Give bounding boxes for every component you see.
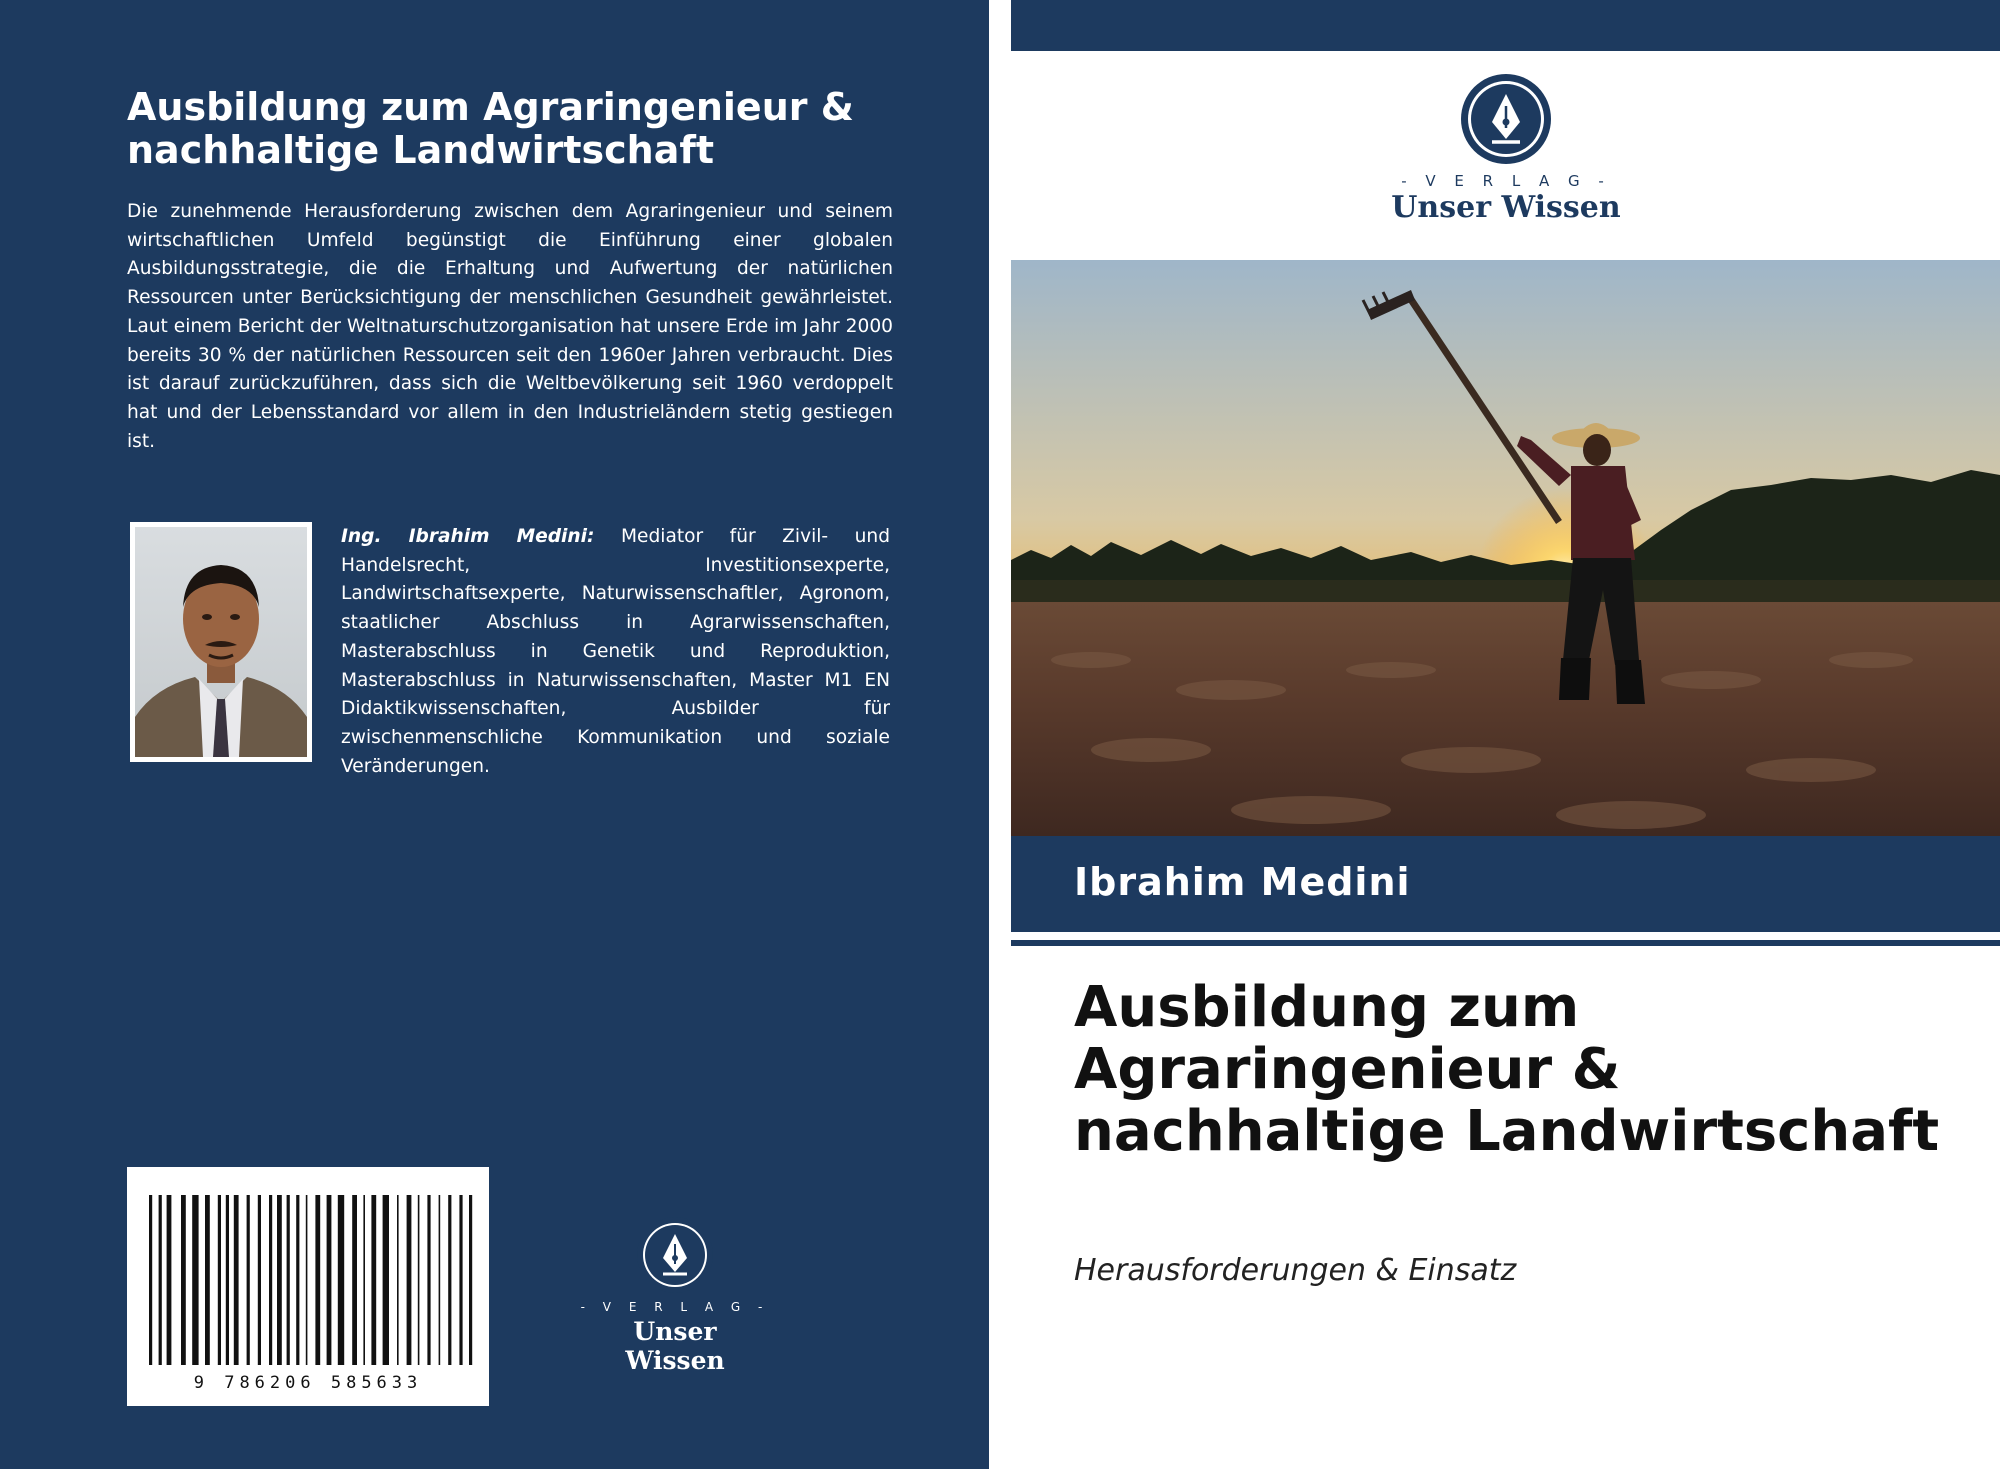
author-band bbox=[1011, 836, 2000, 932]
book-spine bbox=[989, 0, 1011, 1469]
barcode-bar bbox=[226, 1195, 229, 1365]
author-portrait bbox=[130, 522, 312, 762]
divider-rule bbox=[1011, 940, 2000, 946]
front-publisher-logo bbox=[1381, 72, 1631, 232]
barcode-bar bbox=[149, 1195, 152, 1365]
barcode-bar bbox=[427, 1195, 430, 1365]
fountain-pen-nib-icon bbox=[1381, 72, 1631, 172]
barcode-bar bbox=[315, 1195, 320, 1365]
barcode-bar bbox=[383, 1195, 389, 1365]
barcode-bar bbox=[159, 1195, 162, 1365]
barcode-bar bbox=[287, 1195, 290, 1365]
barcode-bar bbox=[459, 1195, 462, 1365]
publisher-name: Unser Wissen bbox=[1391, 190, 1621, 225]
barcode-bar bbox=[327, 1195, 332, 1365]
front-cover-title: Ausbildung zum Agraringenieur & nachhaltige Landwirtschaft bbox=[1074, 975, 1940, 1164]
back-publisher-logo bbox=[580, 1214, 770, 1375]
publisher-name: Unser Wissen bbox=[625, 1317, 725, 1375]
front-cover-subtitle: Herausforderungen & Einsatz bbox=[1074, 1253, 1517, 1288]
barcode-bar bbox=[247, 1195, 250, 1365]
barcode-bar bbox=[338, 1195, 344, 1365]
farmer-with-hoe-at-sunset bbox=[1011, 260, 2000, 836]
isbn-digits: 9 786206 585633 bbox=[193, 1373, 423, 1393]
barcode-bar bbox=[418, 1195, 420, 1365]
barcode-bar bbox=[167, 1195, 172, 1365]
barcode-bar bbox=[469, 1195, 472, 1365]
front-author-name: Ibrahim Medini bbox=[1074, 860, 1411, 904]
barcode-bar bbox=[306, 1195, 308, 1365]
author-bio-text: Mediator für Zivil- und Handelsrecht, Investitionsexperte, Landwirtschaftsexperte, Naturwissenschaftler, Agronom, staatlicher Abschluss in Agrarwissenschaften, Masterabschluss in Genetik und Reproduktion, Masterabschluss in Naturwissenschaften, Master M1 EN Didaktikwissenschaften, Ausbilder für zwischenmenschliche Kommunikation und soziale Veränderungen. bbox=[341, 526, 890, 777]
publisher-verlag-label: - V E R L A G - bbox=[1401, 172, 1611, 190]
author-bio bbox=[341, 523, 890, 781]
author-bio-name: Ing. Ibrahim Medini: bbox=[341, 526, 595, 547]
author-portrait-image bbox=[135, 527, 307, 757]
barcode-bar bbox=[397, 1195, 399, 1365]
barcode-bar bbox=[205, 1195, 210, 1365]
cover-photo bbox=[1011, 260, 2000, 836]
barcode-bar bbox=[448, 1195, 451, 1365]
back-cover-blurb: Die zunehmende Herausforderung zwischen dem Agraringenieur und seinem wirtschaftlichen Umfeld begünstigt die Einführung einer globalen Ausbildungsstrategie, die die Erhaltung und Aufwertung der natürlichen Ressourcen unter Berücksichtigung der menschlichen Gesundheit gewährleistet. Laut einem Bericht der Weltnaturschutzorganisation hat unsere Erde im Jahr 2000 bereits 30 % der natürlichen Ressourcen seit den 1960er Jahren verbraucht. Dies ist darauf zurückzuführen, dass sich die Weltbevölkerung seit 1960 verdoppelt hat und der Lebensstandard vor allem in den Industrieländern stetig gestiegen ist. bbox=[127, 201, 893, 452]
barcode-bars bbox=[127, 1167, 489, 1406]
barcode-bar bbox=[181, 1195, 186, 1365]
back-cover-title: Ausbildung zum Agraringenieur & nachhaltige Landwirtschaft bbox=[127, 85, 854, 172]
barcode-bar bbox=[192, 1195, 198, 1365]
barcode-bar bbox=[234, 1195, 239, 1365]
barcode-bar bbox=[352, 1195, 357, 1365]
barcode-bar bbox=[363, 1195, 365, 1365]
fountain-pen-nib-icon bbox=[580, 1214, 770, 1304]
back-cover bbox=[0, 0, 989, 1469]
publisher-verlag-label: - V E R L A G - bbox=[580, 1300, 770, 1314]
barcode-bar bbox=[407, 1195, 412, 1365]
barcode-bar bbox=[258, 1195, 261, 1365]
isbn-barcode bbox=[127, 1167, 489, 1406]
barcode-bar bbox=[439, 1195, 441, 1365]
front-cover bbox=[1011, 0, 2000, 1469]
barcode-bar bbox=[269, 1195, 272, 1365]
barcode-bar bbox=[371, 1195, 376, 1365]
barcode-bar bbox=[277, 1195, 282, 1365]
barcode-bar bbox=[296, 1195, 299, 1365]
barcode-bar bbox=[218, 1195, 221, 1365]
front-top-bar bbox=[1011, 0, 2000, 51]
